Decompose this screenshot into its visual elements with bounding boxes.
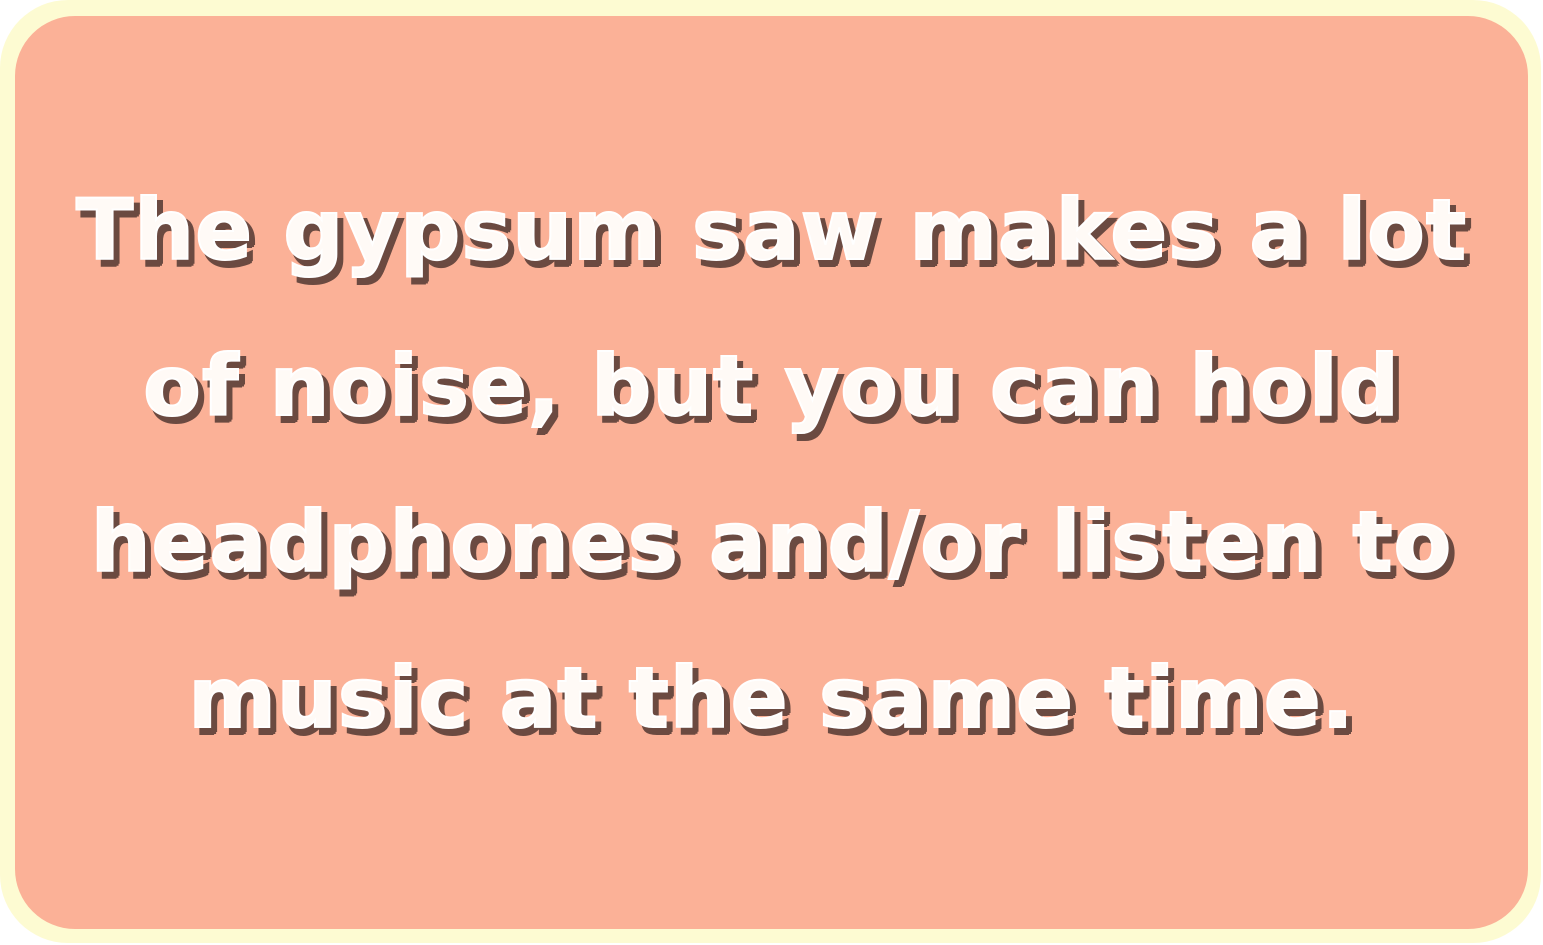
message-text: The gypsum saw makes a lot of noise, but you can hold headphones and/or listen to music at the same time.: [75, 180, 1468, 747]
message-card: [15, 16, 1528, 929]
